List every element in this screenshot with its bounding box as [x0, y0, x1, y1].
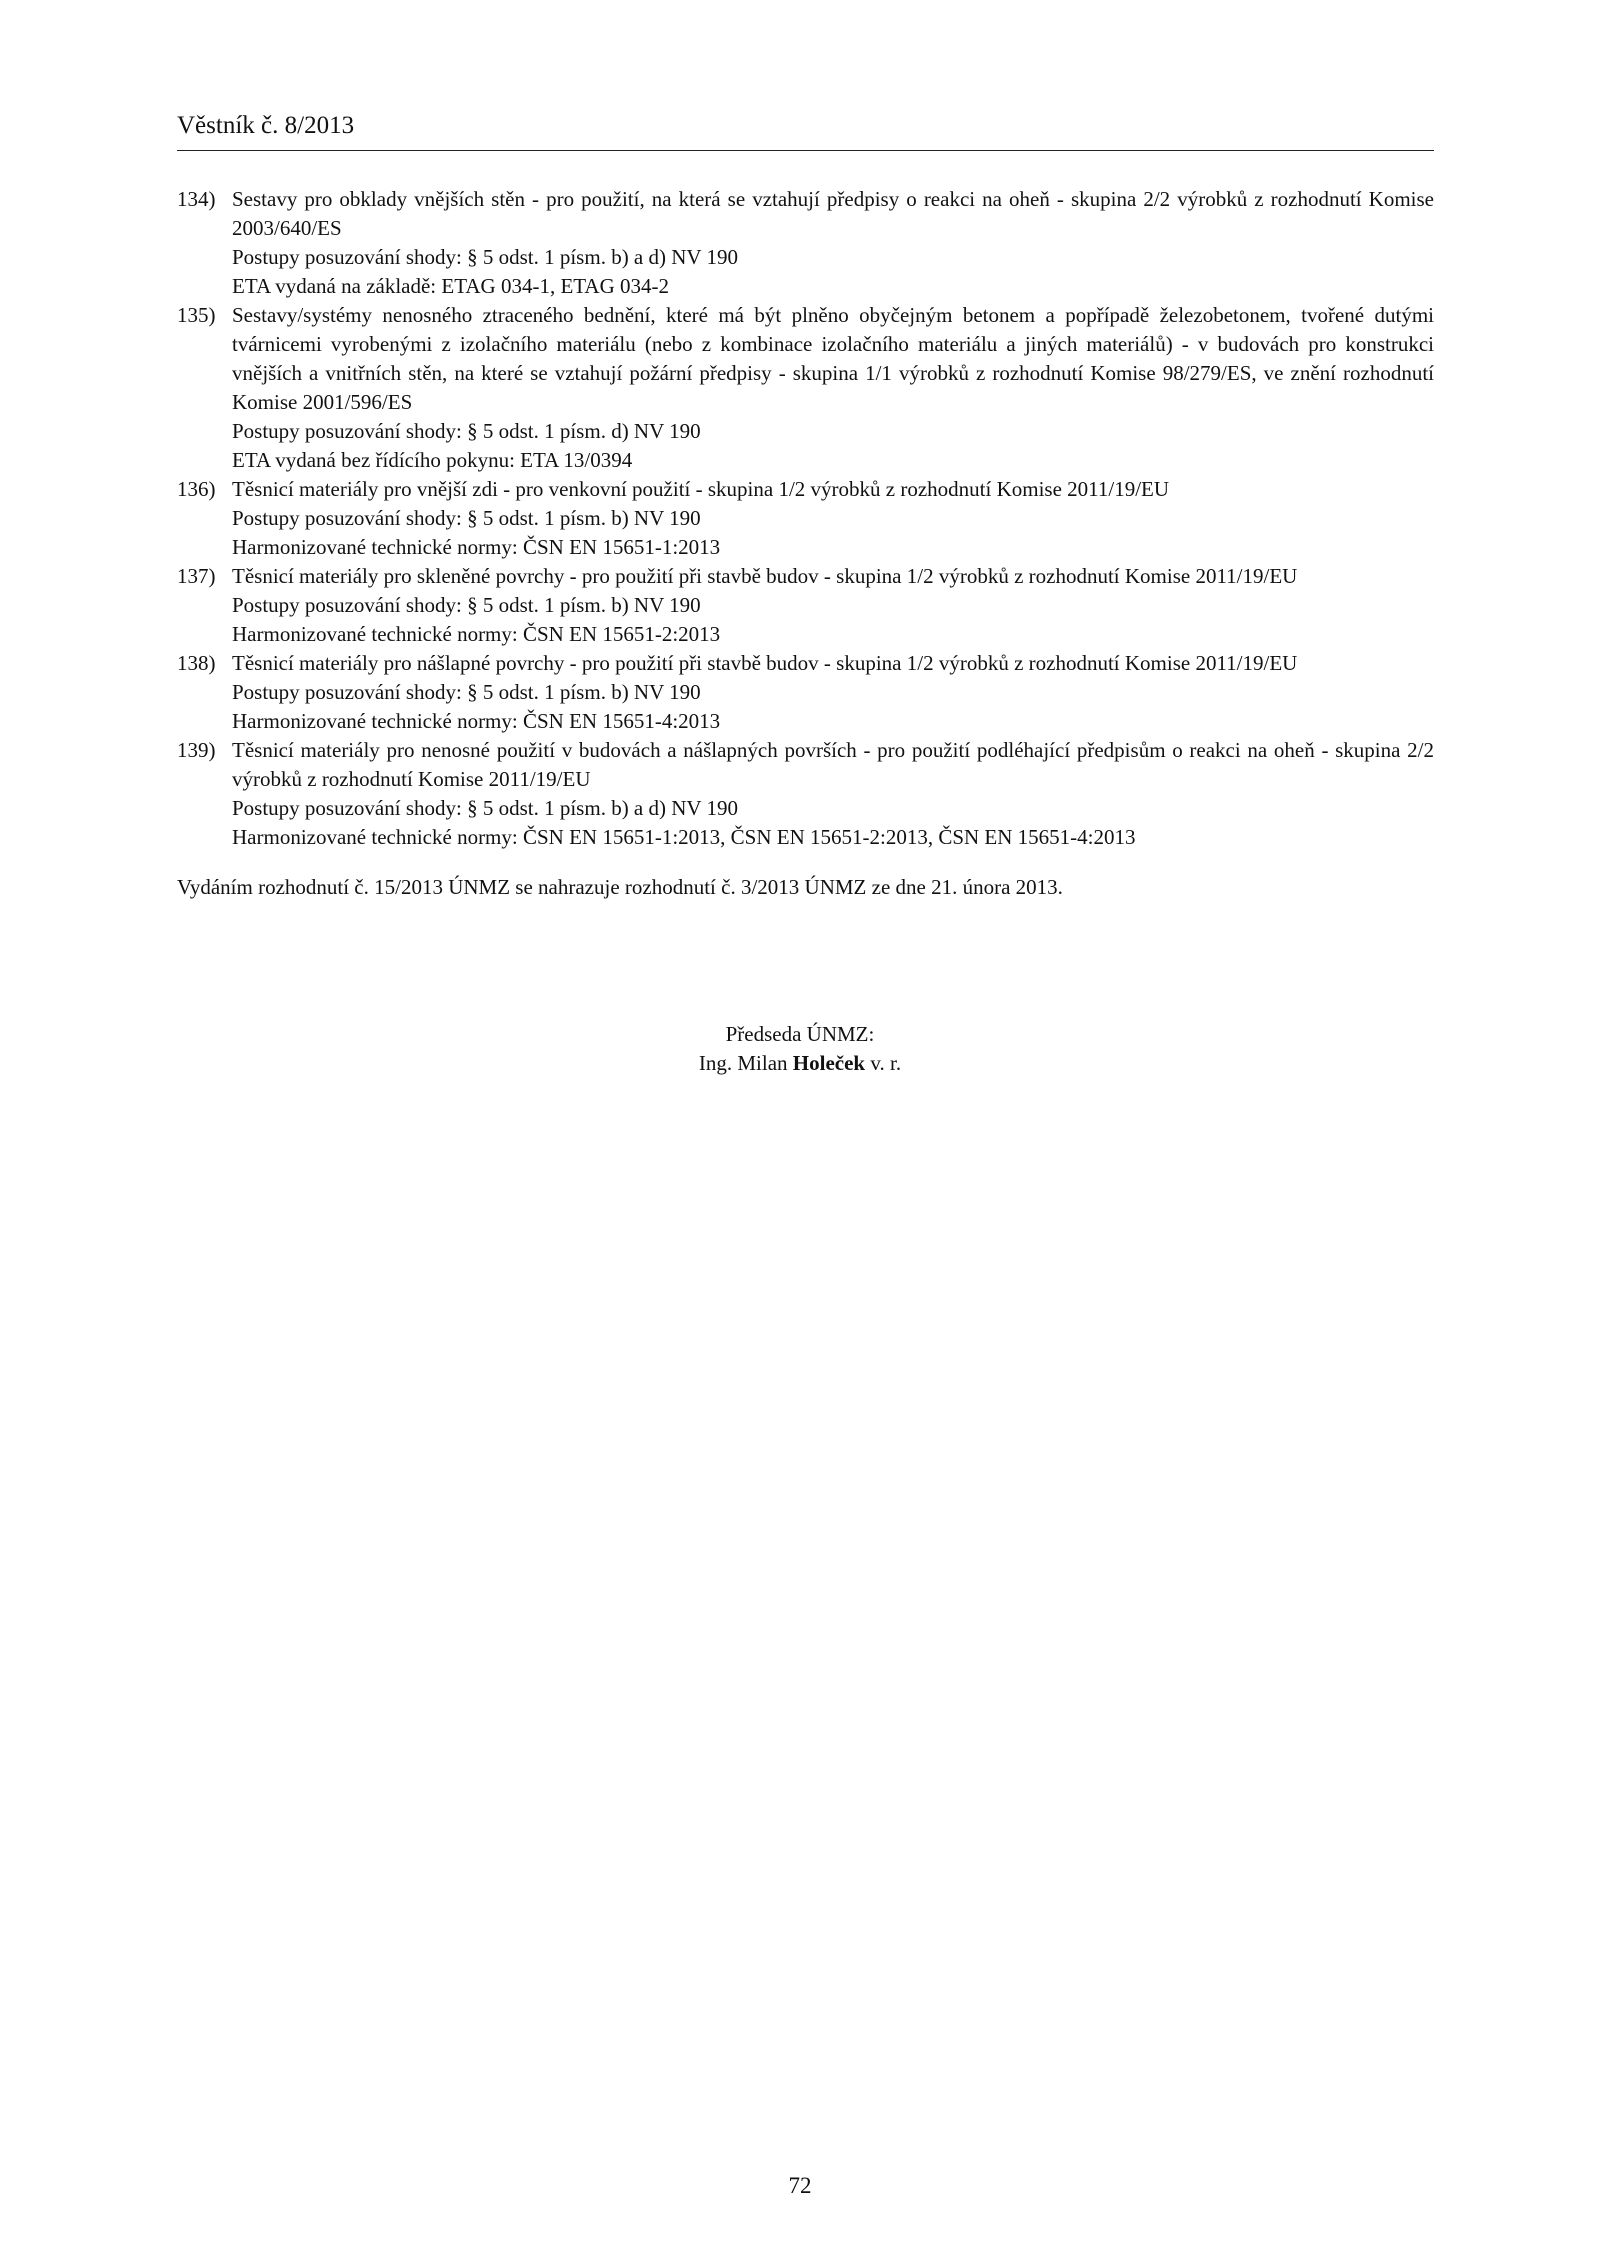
- signature-name: [0, 1049, 1600, 1078]
- item-detail-line: Harmonizované technické normy: ČSN EN 15651-4:2013: [232, 709, 721, 733]
- item-description: Těsnicí materiály pro nenosné použití v budovách a nášlapných površích - pro použití podléhající předpisům o reakci na oheň - skupina 2/2 výrobků z rozhodnutí Komise 2011/19/EU: [232, 738, 1434, 791]
- item-number: 136): [177, 477, 216, 501]
- signature-name-prefix: Ing. Milan: [698, 1051, 788, 1075]
- item-detail-line: Postupy posuzování shody: § 5 odst. 1 písm. b) NV 190: [232, 680, 701, 704]
- item-detail-line: ETA vydaná na základě: ETAG 034-1, ETAG 034-2: [232, 274, 669, 298]
- item-number: 138): [177, 651, 216, 675]
- closing-statement: Vydáním rozhodnutí č. 15/2013 ÚNMZ se nahrazuje rozhodnutí č. 3/2013 ÚNMZ ze dne 21. února 2013.: [177, 875, 1063, 899]
- item-number: 139): [177, 738, 216, 762]
- list-item: [177, 185, 1434, 301]
- signature-role: Předseda ÚNMZ:: [725, 1022, 875, 1046]
- page-header: [177, 110, 1434, 151]
- item-number: 137): [177, 564, 216, 588]
- item-number: 134): [177, 187, 216, 211]
- item-description: Sestavy pro obklady vnějších stěn - pro použití, na která se vztahují předpisy o reakci na oheň - skupina 2/2 výrobků z rozhodnutí Komise 2003/640/ES: [232, 187, 1434, 240]
- item-description: Těsnicí materiály pro skleněné povrchy - pro použití při stavbě budov - skupina 1/2 výrobků z rozhodnutí Komise 2011/19/EU: [232, 564, 1298, 588]
- list-item: [177, 649, 1434, 736]
- signature-name-suffix: v. r.: [870, 1051, 902, 1075]
- item-detail-line: ETA vydaná bez řídícího pokynu: ETA 13/0394: [232, 448, 633, 472]
- journal-title: Věstník č. 8/2013: [177, 112, 355, 139]
- list-item: [177, 562, 1434, 649]
- page-number: 72: [788, 2173, 812, 2198]
- item-detail-line: Postupy posuzování shody: § 5 odst. 1 písm. b) a d) NV 190: [232, 245, 738, 269]
- item-description: Sestavy/systémy nenosného ztraceného bednění, které má být plněno obyčejným betonem a popřípadě železobetonem, tvořené dutými tvárnicemi vyrobenými z izolačního materiálu (nebo z kombinace izolačního materiálu a jiných materiálů) - v budovách pro konstrukci vnějších a vnitřních stěn, na které se vztahují požární předpisy - skupina 1/1 výrobků z rozhodnutí Komise 98/279/ES, ve znění rozhodnutí Komise 2001/596/ES: [232, 303, 1434, 414]
- signature-surname: Holeček: [792, 1051, 866, 1075]
- list-item: [177, 301, 1434, 475]
- item-list: [177, 185, 1434, 852]
- item-detail-line: Postupy posuzování shody: § 5 odst. 1 písm. b) NV 190: [232, 506, 701, 530]
- item-detail-line: Postupy posuzování shody: § 5 odst. 1 písm. d) NV 190: [232, 419, 701, 443]
- item-detail-line: Postupy posuzování shody: § 5 odst. 1 písm. b) NV 190: [232, 593, 701, 617]
- item-detail-line: Postupy posuzování shody: § 5 odst. 1 písm. b) a d) NV 190: [232, 796, 738, 820]
- item-description: Těsnicí materiály pro vnější zdi - pro venkovní použití - skupina 1/2 výrobků z rozhodnutí Komise 2011/19/EU: [232, 477, 1170, 501]
- item-detail-line: Harmonizované technické normy: ČSN EN 15651-2:2013: [232, 622, 721, 646]
- list-item: [177, 475, 1434, 562]
- item-number: 135): [177, 303, 216, 327]
- signature-block: [0, 1020, 1600, 1078]
- item-detail-line: Harmonizované technické normy: ČSN EN 15651-1:2013, ČSN EN 15651-2:2013, ČSN EN 15651-4:2013: [232, 825, 1136, 849]
- item-detail-line: Harmonizované technické normy: ČSN EN 15651-1:2013: [232, 535, 721, 559]
- list-item: [177, 736, 1434, 852]
- item-description: Těsnicí materiály pro nášlapné povrchy - pro použití při stavbě budov - skupina 1/2 výrobků z rozhodnutí Komise 2011/19/EU: [232, 651, 1298, 675]
